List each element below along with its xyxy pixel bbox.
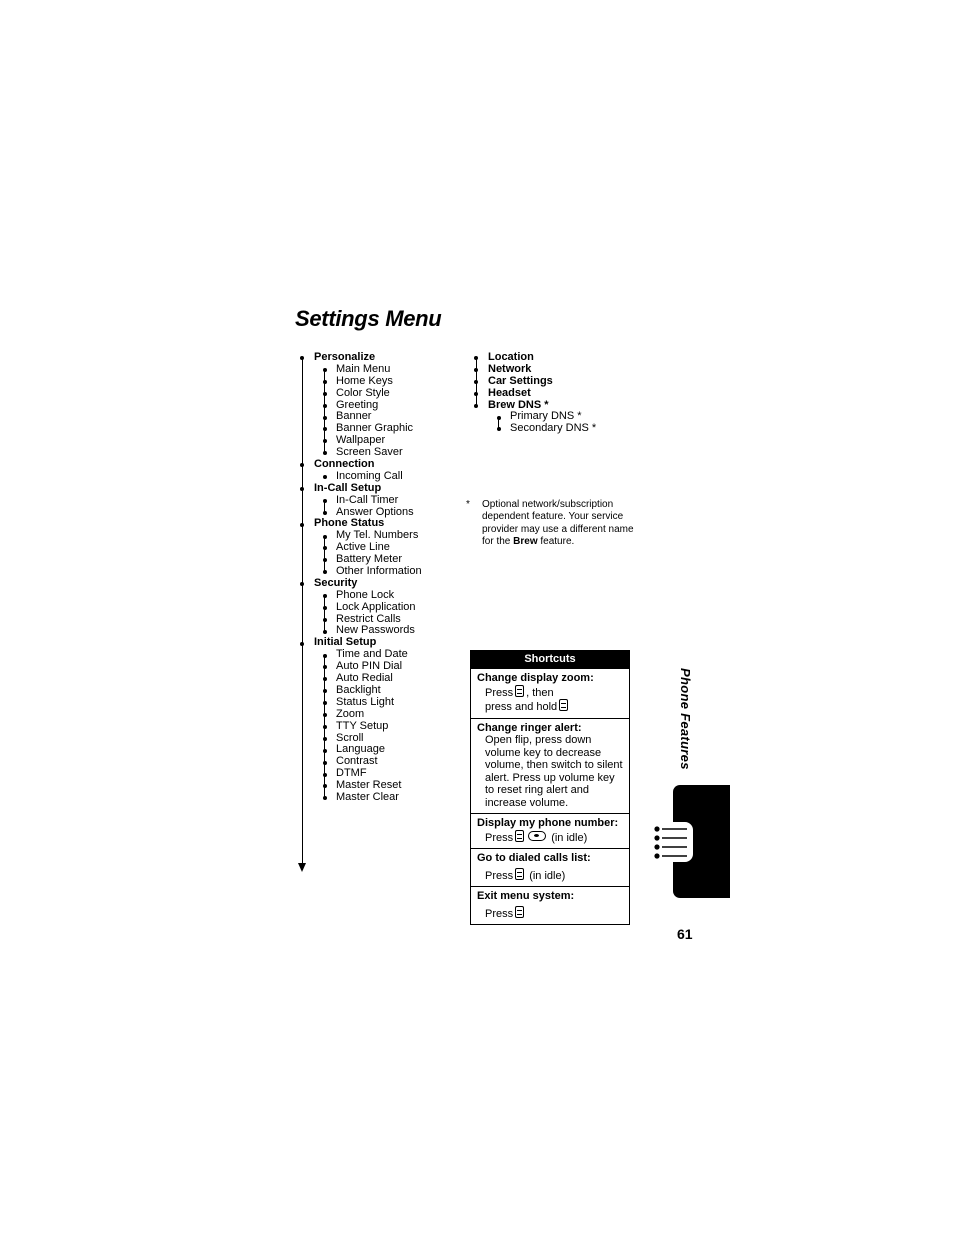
menu-connector <box>476 358 477 406</box>
send-key-icon <box>515 868 524 880</box>
submenu-item: Master Clear <box>336 790 399 803</box>
shortcut-phone-number <box>471 813 629 848</box>
shortcut-exit-title: Exit menu system: <box>477 890 575 902</box>
submenu-item: TTY Setup <box>336 719 389 732</box>
submenu-item: DTMF <box>336 767 367 780</box>
menu-item: Car Settings <box>488 374 553 387</box>
submenu-item: Time and Date <box>336 648 408 661</box>
footnote <box>466 499 634 549</box>
menu-item: Headset <box>488 386 531 399</box>
navigation-key-icon <box>528 831 546 841</box>
footnote-bold-term: Brew <box>513 536 538 548</box>
submenu-item: Secondary DNS * <box>510 422 597 435</box>
submenu-item: Status Light <box>336 695 395 708</box>
shortcut-zoom-hold: press and hold <box>485 701 558 713</box>
submenu-item: Banner <box>336 410 372 423</box>
menu-item: Location <box>488 351 534 363</box>
submenu-item: Answer Options <box>336 505 414 518</box>
menu-item: Brew DNS * <box>488 398 549 411</box>
submenu-item: Master Reset <box>336 779 402 792</box>
page-number: 61 <box>677 926 693 942</box>
bullet-icon <box>323 475 327 479</box>
page-title: Settings Menu <box>295 306 442 331</box>
menu-key-icon <box>515 830 524 842</box>
submenu-item: Backlight <box>336 683 381 696</box>
submenu-connector <box>324 596 325 632</box>
submenu-item: Language <box>336 743 385 756</box>
submenu-item: Lock Application <box>336 600 416 613</box>
submenu-item: Contrast <box>336 755 378 768</box>
submenu-item: Phone Lock <box>336 588 395 601</box>
submenu-item: Home Keys <box>336 374 393 387</box>
menu-item: In-Call Setup <box>314 481 382 494</box>
menu-item: Network <box>488 362 532 375</box>
submenu-item: Other Information <box>336 565 422 578</box>
footnote-text: Optional network/subscription dependent feature. Your service provider may use a different name for the <box>482 499 634 548</box>
submenu-item: Auto Redial <box>336 672 393 685</box>
submenu-connector <box>498 418 499 430</box>
shortcut-zoom-then: , then <box>526 686 554 699</box>
shortcut-dialed-press: Press <box>485 869 514 882</box>
shortcuts-box <box>470 650 630 925</box>
menu-item: Connection <box>314 458 375 471</box>
submenu-item: Wallpaper <box>336 434 386 447</box>
submenu-connector <box>324 501 325 513</box>
submenu-item: In-Call Timer <box>336 493 399 506</box>
shortcut-number-title: Display my phone number: <box>477 817 619 829</box>
section-label: Phone Features <box>678 668 693 770</box>
shortcut-number-press: Press <box>485 831 514 844</box>
menu-item: Phone Status <box>314 517 385 530</box>
settings-menu-tree <box>296 352 456 882</box>
shortcut-number-idle: (in idle) <box>551 831 588 844</box>
shortcuts-header: Shortcuts <box>471 651 629 668</box>
menu-item: Initial Setup <box>314 636 377 649</box>
shortcut-ringer-text: Open flip, press down volume key to decrease volume, then switch to silent alert. Press up volume key to reset ring alert and increase volume. <box>485 734 623 809</box>
end-key-icon <box>515 906 524 918</box>
submenu-item: New Passwords <box>336 624 415 637</box>
submenu-item: My Tel. Numbers <box>336 529 419 542</box>
shortcut-zoom <box>471 668 629 718</box>
shortcut-zoom-press: Press <box>485 686 514 699</box>
submenu-item: Restrict Calls <box>336 612 401 625</box>
shortcut-exit-press: Press <box>485 907 514 920</box>
shortcut-ringer <box>471 718 629 814</box>
submenu-item: Greeting <box>336 398 379 411</box>
submenu-item: Zoom <box>336 707 365 720</box>
menu-list-icon <box>653 822 693 862</box>
submenu-item: Active Line <box>336 541 390 554</box>
footnote-text-end: feature. <box>537 536 575 548</box>
shortcut-dialed-idle: (in idle) <box>529 869 566 882</box>
footnote-marker: * <box>466 499 470 510</box>
submenu-item: Primary DNS * <box>510 410 582 423</box>
settings-menu-tree-continued <box>470 352 630 442</box>
submenu-item: Battery Meter <box>336 553 403 566</box>
submenu-connector <box>324 370 325 453</box>
menu-item: Personalize <box>314 351 376 363</box>
menu-item: Security <box>314 576 358 589</box>
shortcut-dialed-calls <box>471 848 629 886</box>
menu-key-icon <box>515 685 524 697</box>
shortcut-ringer-title: Change ringer alert: <box>477 721 582 734</box>
submenu-item: Main Menu <box>336 362 391 375</box>
submenu-item: Auto PIN Dial <box>336 660 403 673</box>
shortcut-exit-menu <box>471 886 629 924</box>
submenu-item: Scroll <box>336 731 364 744</box>
submenu-item: Color Style <box>336 386 390 399</box>
shortcut-dialed-title: Go to dialed calls list: <box>477 852 591 864</box>
submenu-connector <box>324 656 325 799</box>
submenu-item: Screen Saver <box>336 446 403 459</box>
menu-key-icon <box>559 699 568 711</box>
submenu-item: Incoming Call <box>336 469 403 482</box>
menu-connector <box>302 358 303 866</box>
submenu-connector <box>324 537 325 573</box>
shortcut-zoom-title: Change display zoom: <box>477 672 594 684</box>
submenu-item: Banner Graphic <box>336 422 414 435</box>
